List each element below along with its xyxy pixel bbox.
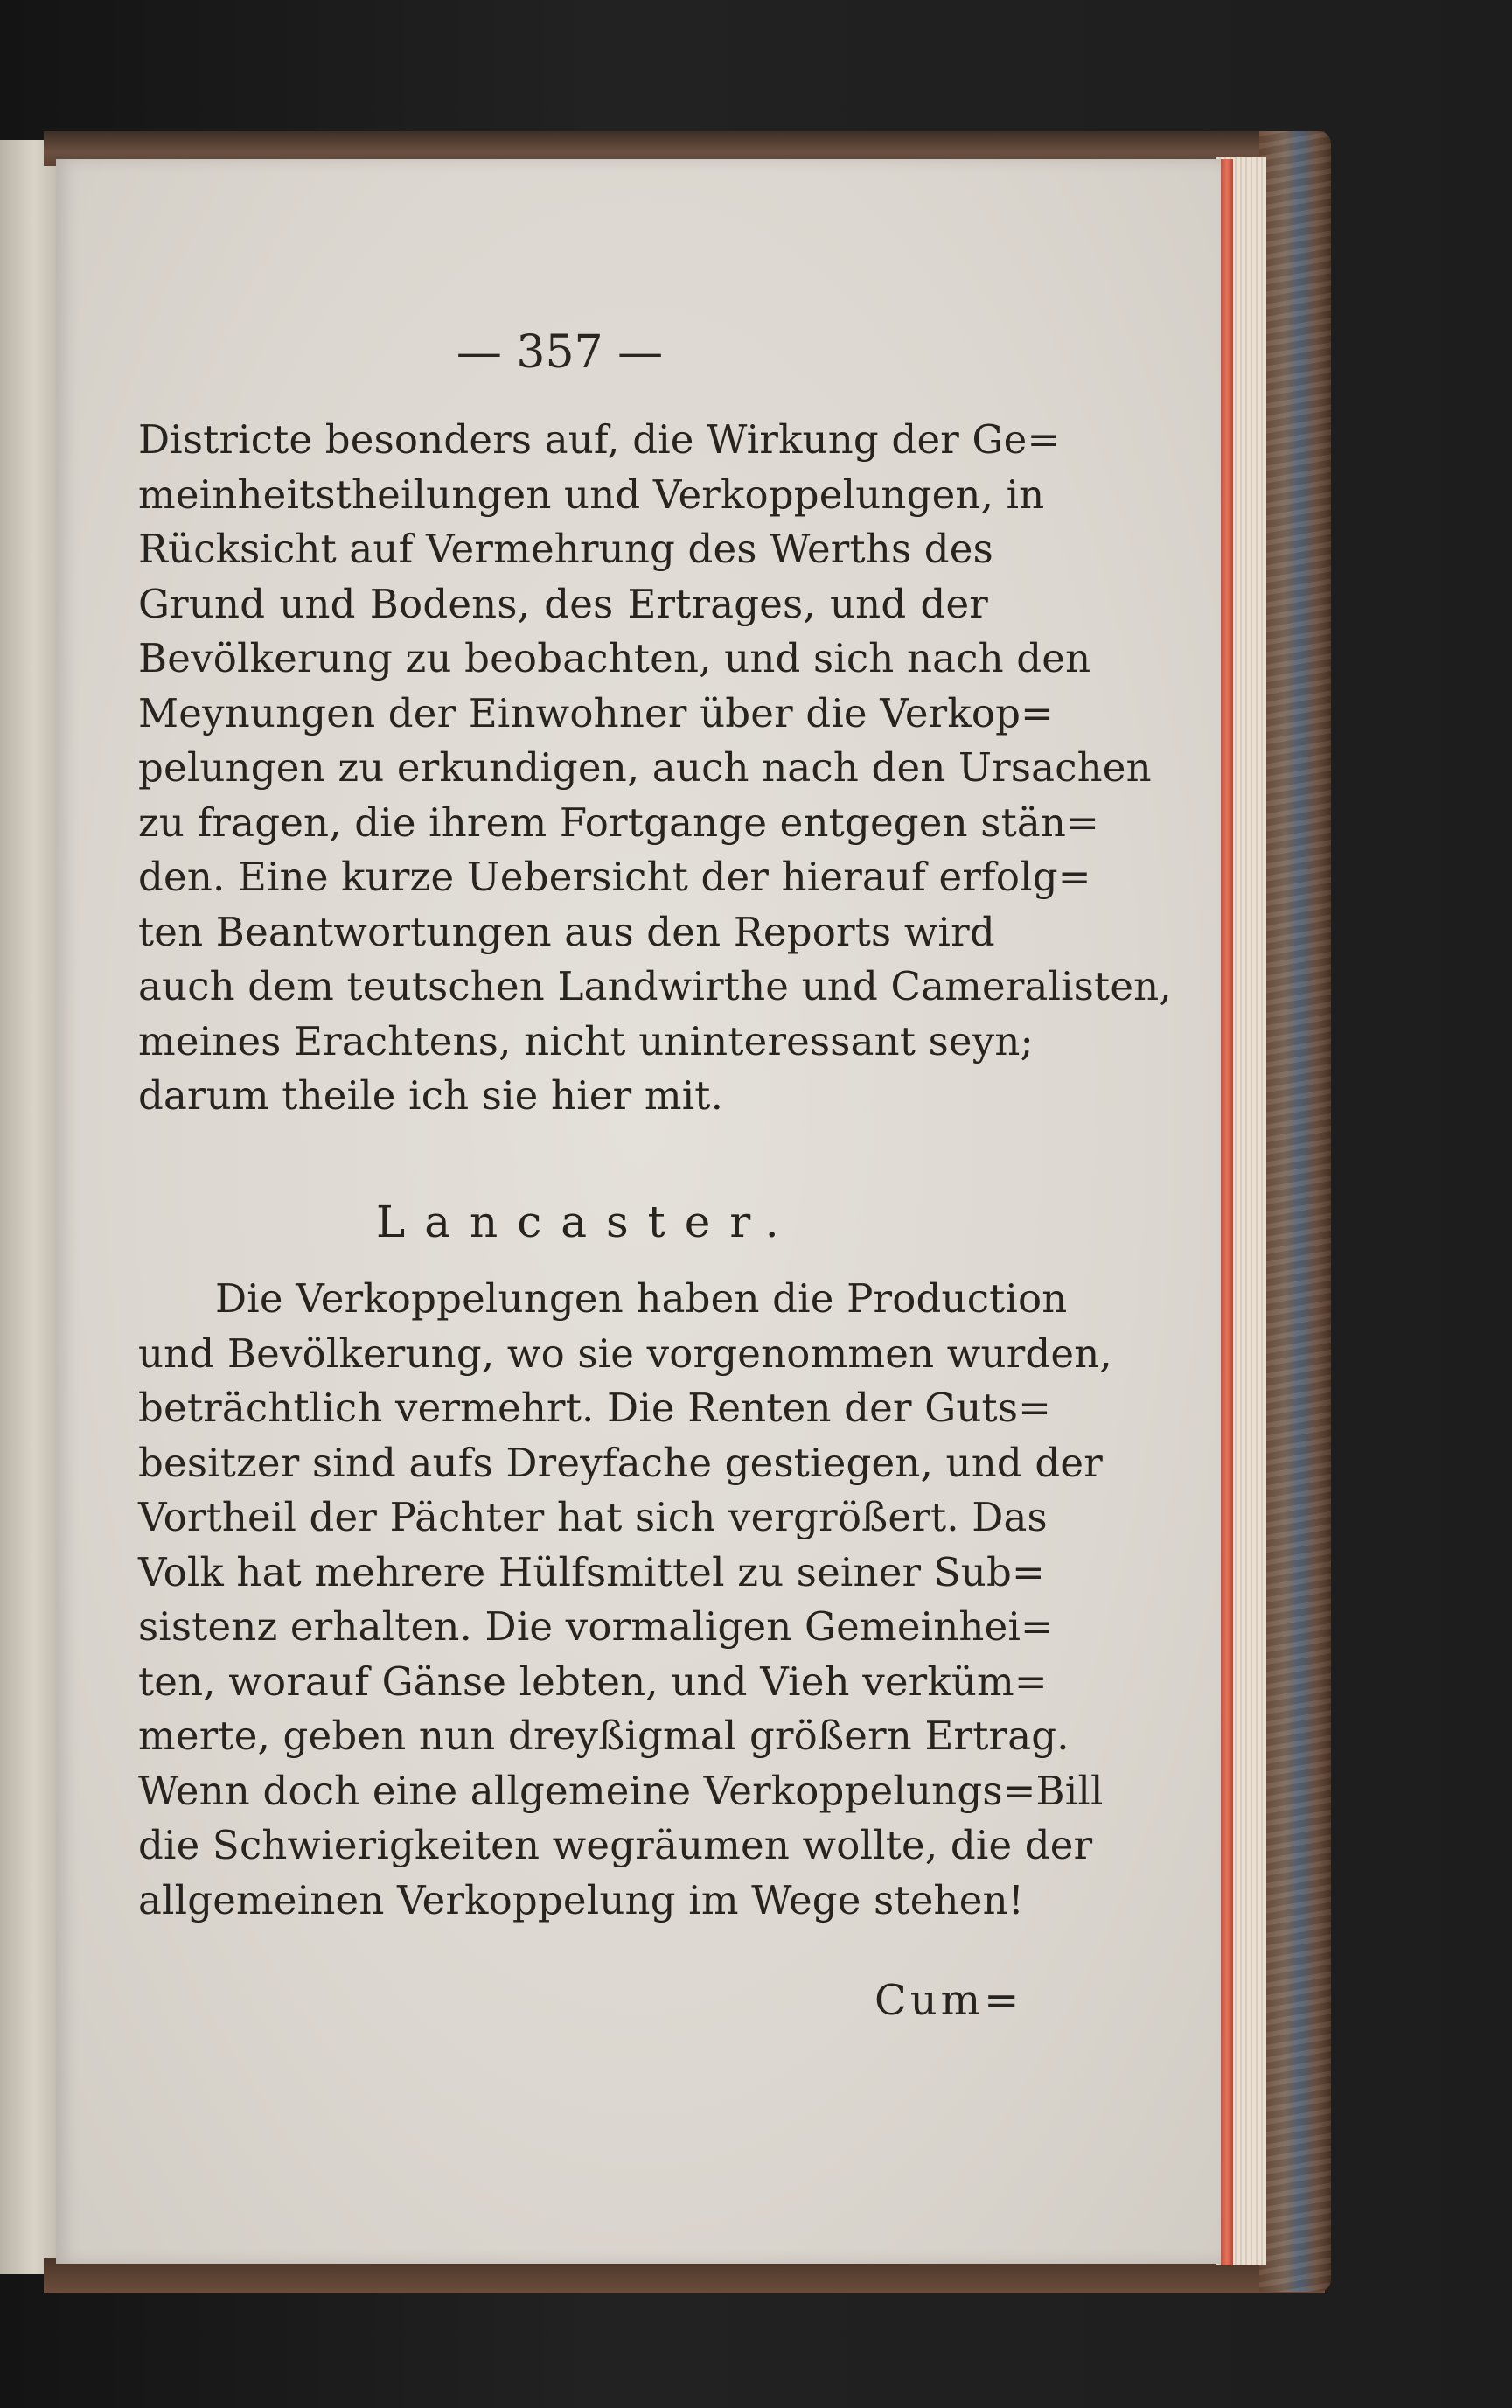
- paragraph-2: [138, 1272, 1112, 1928]
- text-line: meinheitstheilungen und Verkoppelungen, in: [138, 471, 1045, 518]
- page-header: — 357 —: [456, 326, 664, 379]
- text-line: Wenn doch eine allgemeine Verkoppelungs=Bill: [138, 1767, 1104, 1814]
- text-line: auch dem teutschen Landwirthe und Cameralisten,: [138, 963, 1172, 1009]
- text-line: Districte besonders auf, die Wirkung der Ge=: [138, 416, 1061, 463]
- text-line: beträchtlich vermehrt. Die Renten der Guts=: [138, 1385, 1052, 1431]
- text-line: Volk hat mehrere Hülfsmittel zu seiner Sub=: [138, 1548, 1045, 1595]
- text-line: zu fragen, die ihrem Fortgange entgegen stän=: [138, 799, 1099, 846]
- text-line: Rücksicht auf Vermehrung des Werths des: [138, 526, 993, 572]
- section-heading: Lancaster.: [376, 1197, 798, 1247]
- text-line: meines Erachtens, nicht uninteressant seyn;: [138, 1017, 1034, 1064]
- text-line: Meynungen der Einwohner über die Verkop=: [138, 689, 1055, 736]
- text-line: ten, worauf Gänse lebten, und Vieh verküm=: [138, 1658, 1048, 1705]
- text-line: merte, geben nun dreyßigmal größern Ertrag.: [138, 1713, 1070, 1759]
- text-line: und Bevölkerung, wo sie vorgenommen wurden,: [138, 1330, 1112, 1377]
- text-line: den. Eine kurze Uebersicht der hierauf erfolg=: [138, 854, 1091, 900]
- text-line: allgemeinen Verkoppelung im Wege stehen!: [138, 1876, 1025, 1923]
- text-line: Die Verkoppelungen haben die Production: [215, 1275, 1068, 1322]
- catchword: Cum=: [874, 1976, 1023, 2025]
- text-line: Bevölkerung zu beobachten, und sich nach den: [138, 635, 1091, 681]
- text-line: besitzer sind aufs Dreyfache gestiegen, und der: [138, 1439, 1103, 1486]
- book-cover-right: [1259, 131, 1331, 2292]
- text-line: sistenz erhalten. Die vormaligen Gemeinhei=: [138, 1603, 1054, 1650]
- text-line: Vortheil der Pächter hat sich vergrößert. Das: [138, 1494, 1048, 1540]
- text-line: darum theile ich sie hier mit.: [138, 1072, 724, 1119]
- text-line: die Schwierigkeiten wegräumen wollte, die der: [138, 1822, 1093, 1868]
- text-line: ten Beantwortungen aus den Reports wird: [138, 908, 995, 955]
- book-cover-bottom: [44, 2258, 1325, 2293]
- facing-page-edge: [0, 140, 59, 2274]
- red-page-edge: [1221, 159, 1233, 2265]
- text-line: pelungen zu erkundigen, auch nach den Ursachen: [138, 744, 1152, 791]
- text-line: Grund und Bodens, des Ertrages, und der: [138, 580, 988, 627]
- paragraph-1: [138, 413, 1172, 1124]
